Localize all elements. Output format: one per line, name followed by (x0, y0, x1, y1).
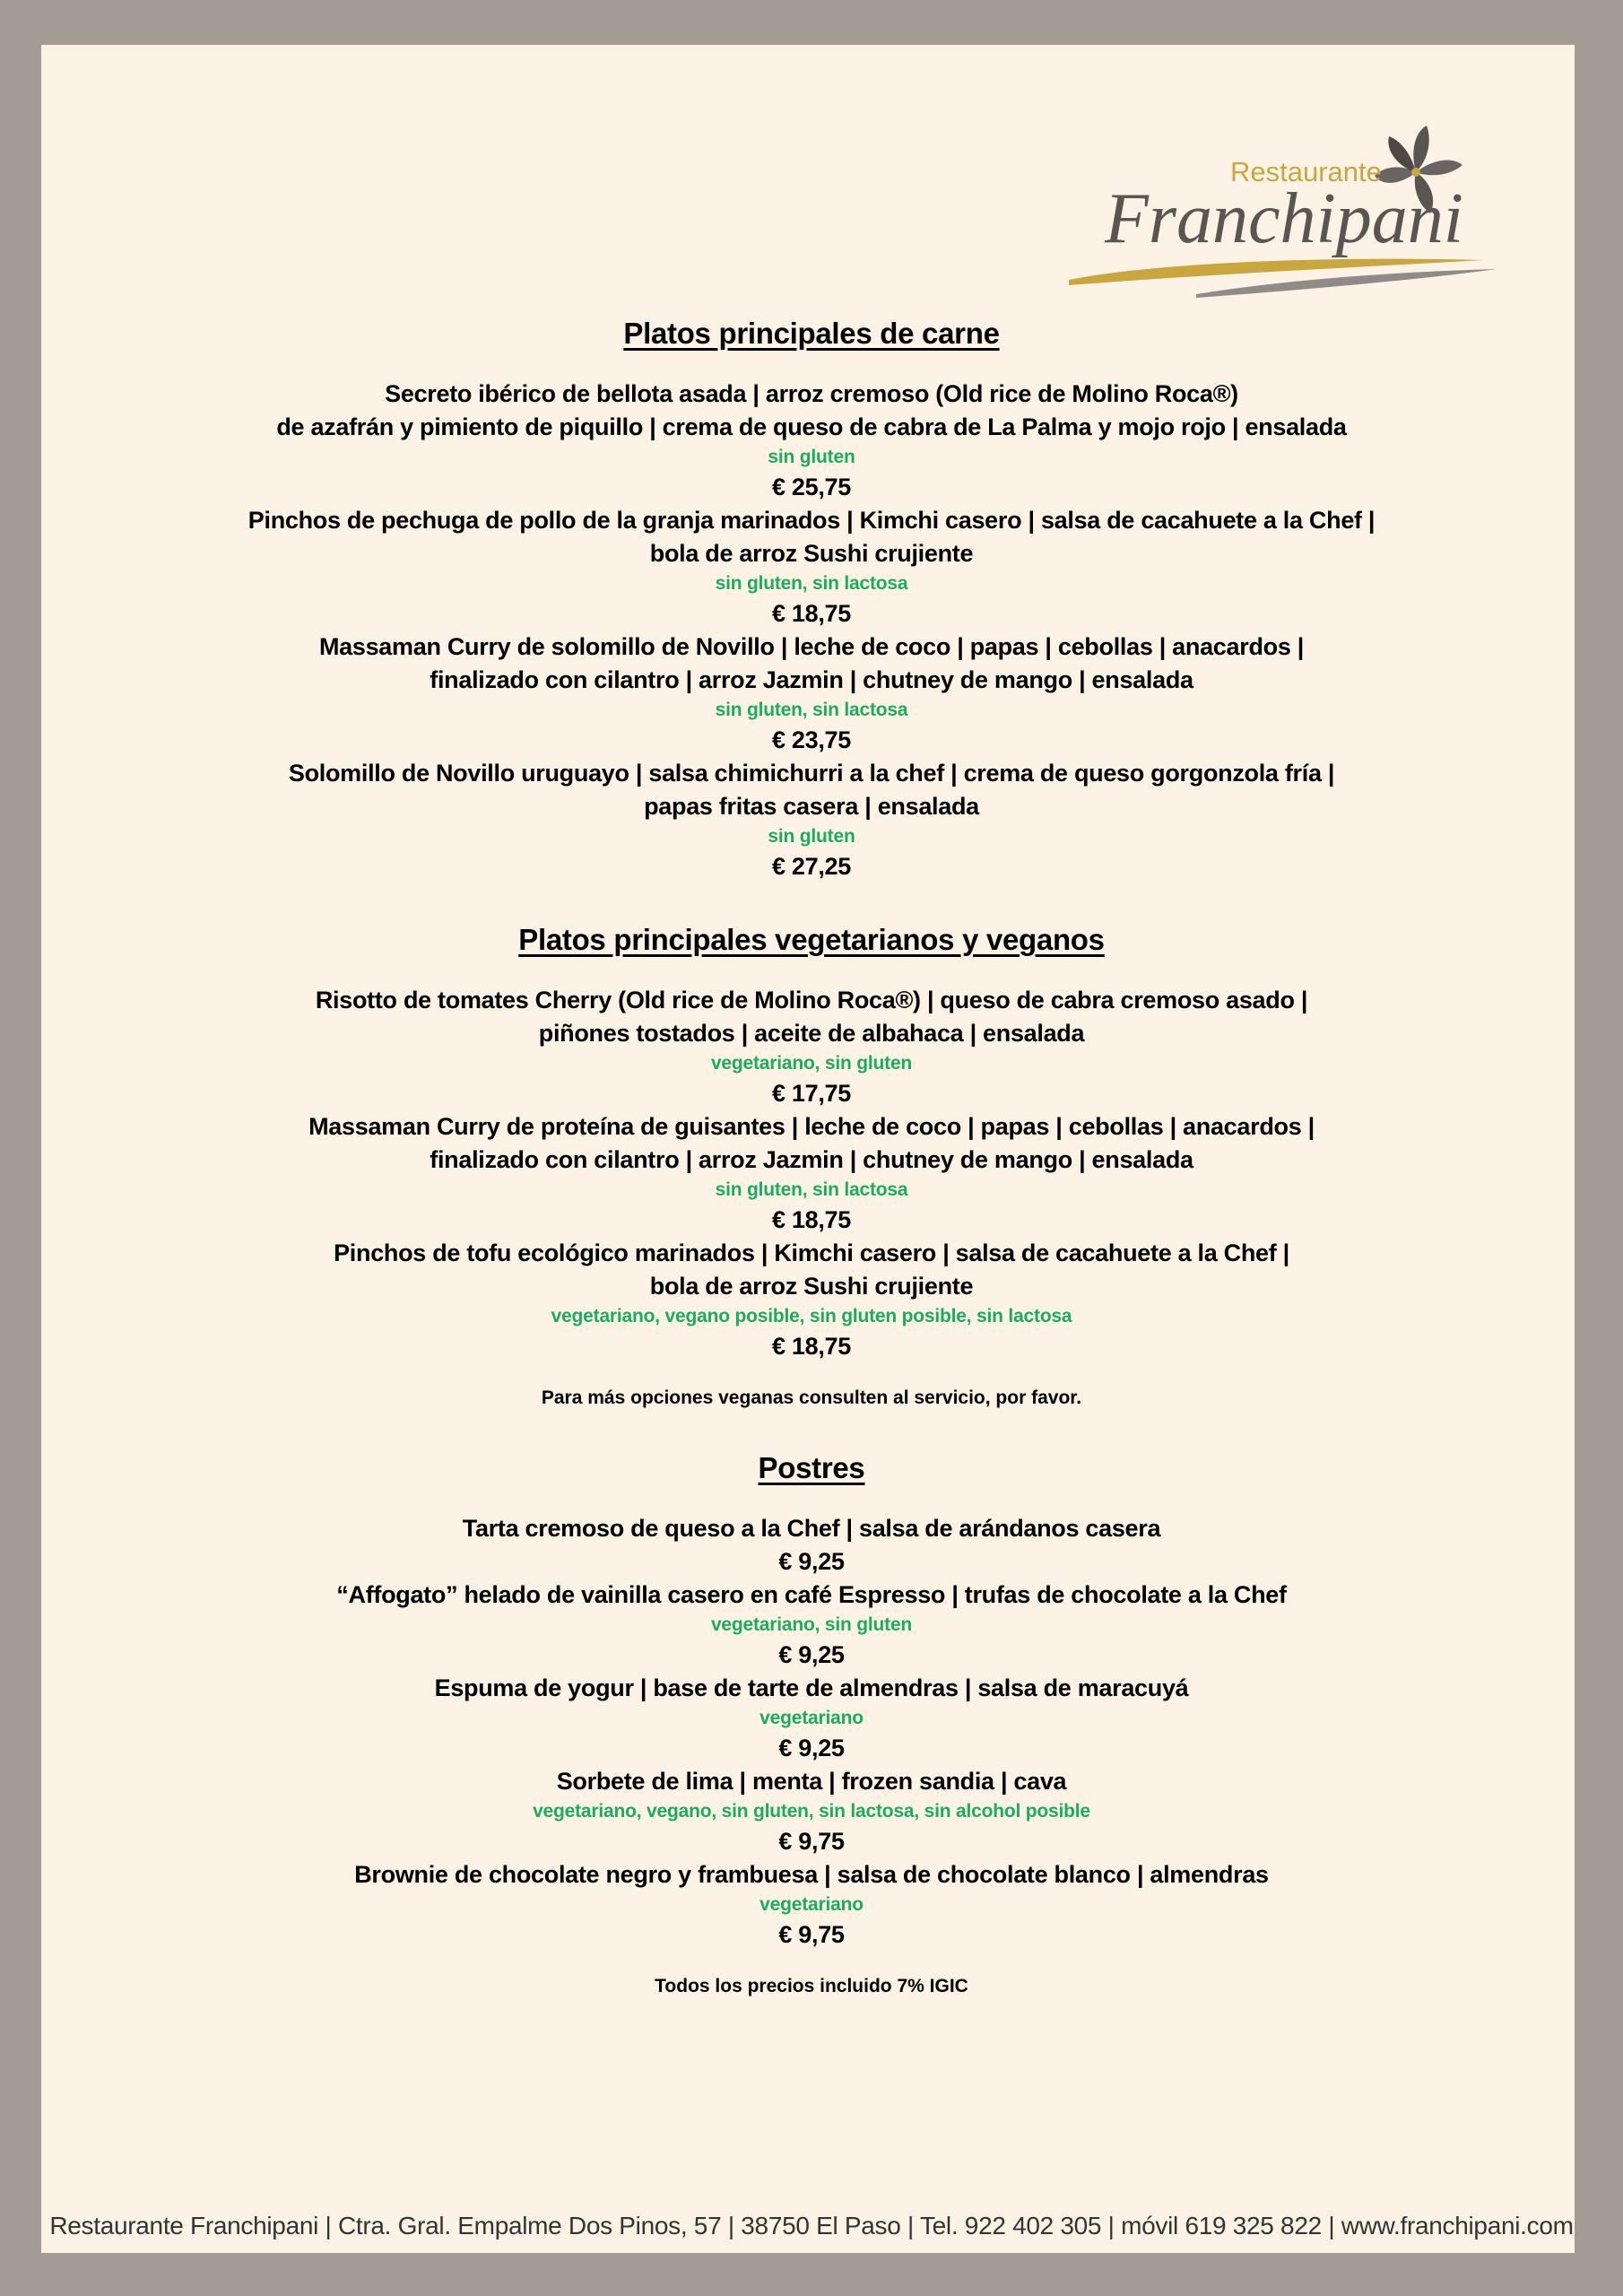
dietary-info: vegetariano, vegano posible, sin gluten posible, sin lactosa (551, 1306, 1072, 1326)
dish-price: € 18,75 (772, 600, 851, 627)
dish-item (0, 631, 1623, 757)
dish-price: € 17,75 (772, 1080, 851, 1107)
dish-description: Secreto ibérico de bellota asada | arroz cremoso (Old rice de Molino Roca®) (385, 380, 1238, 407)
dish-description: finalizado con cilantro | arroz Jazmin | chutney de mango | ensalada (430, 666, 1193, 693)
section-note: Todos los precios incluido 7% IGIC (655, 1976, 968, 1996)
dish-description: Massaman Curry de proteína de guisantes | leche de coco | papas | cebollas | anacardos | (308, 1113, 1315, 1140)
menu-section (0, 309, 1623, 883)
menu-content (0, 309, 1623, 2000)
dish-price: € 18,75 (772, 1333, 851, 1360)
dietary-info: vegetariano (759, 1708, 864, 1728)
section-note: Para más opciones veganas consulten al servicio, por favor. (541, 1387, 1082, 1408)
dietary-info: sin gluten, sin lactosa (715, 700, 908, 720)
dish-item (0, 1578, 1623, 1672)
dish-item (0, 1672, 1623, 1765)
dish-description: Pinchos de pechuga de pollo de la granja marinados | Kimchi casero | salsa de cacahuete a la Chef | (247, 507, 1376, 534)
dish-item (0, 1237, 1623, 1363)
dish-price: € 18,75 (772, 1206, 851, 1233)
dish-item (0, 757, 1623, 883)
dish-description: Brownie de chocolate negro y frambuesa | salsa de chocolate blanco | almendras (354, 1861, 1269, 1888)
dish-price: € 9,75 (778, 1828, 845, 1855)
dish-description: finalizado con cilantro | arroz Jazmin | chutney de mango | ensalada (430, 1146, 1193, 1173)
dish-item (0, 378, 1623, 504)
section-title: Postres (758, 1451, 865, 1484)
dietary-info: sin gluten, sin lactosa (715, 1179, 908, 1200)
dietary-info: vegetariano, sin gluten (710, 1614, 913, 1635)
dish-description: bola de arroz Sushi crujiente (649, 540, 974, 567)
logo-top-text: Restaurante (1230, 156, 1382, 187)
dish-description: Pinchos de tofu ecológico marinados | Kimchi casero | salsa de cacahuete a la Chef | (334, 1239, 1289, 1266)
dish-description: Risotto de tomates Cherry (Old rice de Molino Roca®) | queso de cabra cremoso asado | (315, 987, 1308, 1013)
section-title: Platos principales de carne (623, 317, 1000, 350)
menu-section (0, 1444, 1623, 2000)
dish-description: Massaman Curry de solomillo de Novillo | leche de coco | papas | cebollas | anacardos | (318, 633, 1305, 660)
dish-item (0, 1858, 1623, 1952)
dish-description: de azafrán y pimiento de piquillo | crema de queso de cabra de La Palma y mojo rojo | ensalada (276, 413, 1347, 440)
dietary-info: sin gluten (768, 447, 855, 467)
dish-item (0, 1765, 1623, 1858)
menu-section (0, 916, 1623, 1412)
dish-price: € 9,25 (778, 1641, 845, 1668)
dish-description: Sorbete de lima | menta | frozen sandia | cava (556, 1768, 1067, 1795)
dish-description: Espuma de yogur | base de tarte de almendras | salsa de maracuyá (434, 1674, 1189, 1701)
dish-description: piñones tostados | aceite de albahaca | ensalada (538, 1020, 1085, 1047)
logo-main-text: Franchipani (1105, 179, 1463, 258)
dish-item (0, 1512, 1623, 1578)
dish-description: “Affogato” helado de vainilla casero en café Espresso | trufas de chocolate a la Chef (336, 1581, 1287, 1608)
dish-description: Solomillo de Novillo uruguayo | salsa chimichurri a la chef | crema de queso gorgonzola fría | (288, 760, 1335, 787)
dish-price: € 25,75 (772, 474, 851, 500)
dietary-info: sin gluten, sin lactosa (715, 573, 908, 594)
section-title: Platos principales vegetarianos y veganos (518, 923, 1105, 956)
dish-item (0, 504, 1623, 631)
logo-graphic (1062, 126, 1519, 305)
restaurant-logo (1062, 126, 1519, 305)
dietary-info: vegetariano, sin gluten (710, 1053, 913, 1074)
dish-price: € 9,25 (778, 1735, 845, 1761)
dish-item (0, 984, 1623, 1110)
dish-price: € 9,75 (778, 1921, 845, 1948)
footer-contact: Restaurante Franchipani | Ctra. Gral. Empalme Dos Pinos, 57 | 38750 El Paso | Tel. 922 402 305 | móvil 619 325 822 | www.franchipani.com (49, 2212, 1574, 2239)
dietary-info: vegetariano, vegano, sin gluten, sin lactosa, sin alcohol posible (533, 1801, 1090, 1822)
dietary-info: sin gluten (768, 826, 855, 847)
dish-price: € 23,75 (772, 726, 851, 753)
dish-description: bola de arroz Sushi crujiente (649, 1273, 974, 1300)
dish-description: Tarta cremoso de queso a la Chef | salsa de arándanos casera (462, 1515, 1161, 1542)
dish-description: papas fritas casera | ensalada (644, 793, 979, 820)
dish-item (0, 1110, 1623, 1237)
dish-price: € 27,25 (772, 853, 851, 880)
dietary-info: vegetariano (759, 1894, 864, 1915)
dish-price: € 9,25 (778, 1548, 845, 1575)
